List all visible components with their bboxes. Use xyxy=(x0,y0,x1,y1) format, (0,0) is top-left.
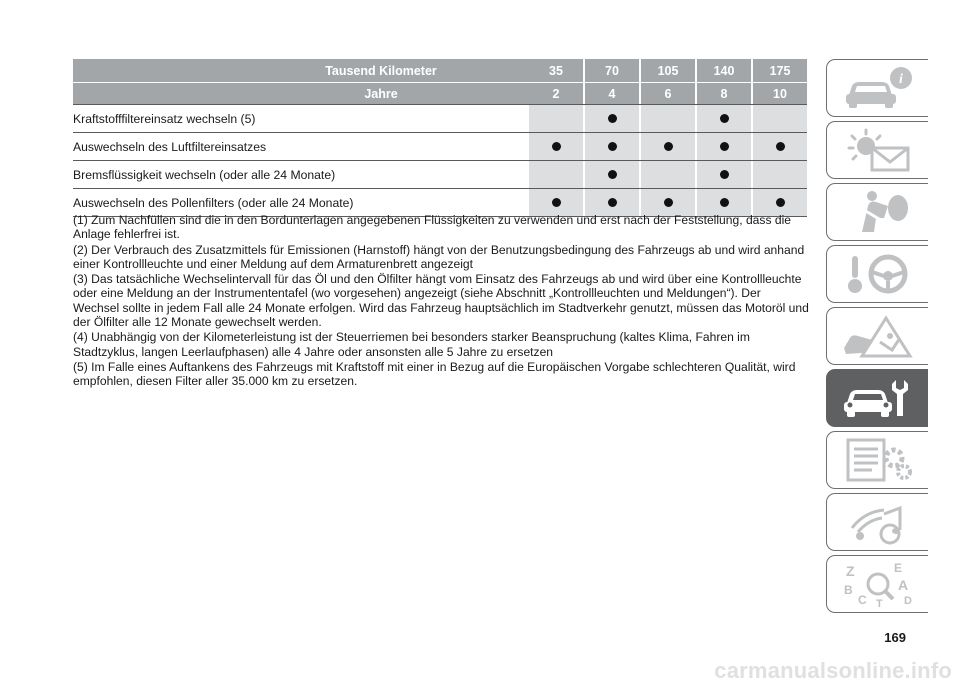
index-letter: E xyxy=(893,561,902,575)
tab-technical-data[interactable] xyxy=(826,431,928,489)
interval-cell xyxy=(583,133,639,160)
bullet-mark-icon xyxy=(608,198,617,207)
bullet-mark-icon xyxy=(664,142,673,151)
page-number: 169 xyxy=(884,630,906,645)
interval-cell xyxy=(527,161,583,188)
interval-cell xyxy=(639,161,695,188)
header-row-years xyxy=(73,83,807,104)
bullet-mark-icon xyxy=(720,198,729,207)
header-years-label: Jahre xyxy=(364,86,398,101)
bullet-mark-icon xyxy=(552,198,561,207)
km-col: 35 xyxy=(549,63,563,78)
km-col: 105 xyxy=(639,59,695,82)
safety-airbag-icon xyxy=(838,188,918,236)
index-letter: T xyxy=(875,598,883,608)
tab-warning-lights[interactable] xyxy=(826,121,928,179)
interval-cell xyxy=(527,189,583,216)
tab-emergency[interactable] xyxy=(826,307,928,365)
bullet-mark-icon xyxy=(608,170,617,179)
row-label: Auswechseln des Luftfiltereinsatzes xyxy=(73,139,267,154)
bullet-mark-icon xyxy=(720,170,729,179)
maintenance-car-wrench-icon xyxy=(838,374,918,422)
interval-cell xyxy=(639,189,695,216)
bullet-mark-icon xyxy=(776,198,785,207)
warning-lights-messages-icon xyxy=(838,126,918,174)
watermark-footer: carmanualsonline.info xyxy=(714,658,952,683)
interval-cell xyxy=(583,161,639,188)
bullet-mark-icon xyxy=(664,198,673,207)
interval-cell xyxy=(527,133,583,160)
year-col: 6 xyxy=(639,83,695,104)
bullet-mark-icon xyxy=(720,142,729,151)
tab-safety[interactable] xyxy=(826,183,928,241)
index-letter: B xyxy=(843,583,853,597)
row-label: Bremsflüssigkeit wechseln (oder alle 24 Monate) xyxy=(73,167,336,182)
tab-car-info[interactable] xyxy=(826,59,928,117)
bullet-mark-icon xyxy=(776,142,785,151)
technical-data-icon xyxy=(838,436,918,484)
interval-cell xyxy=(695,161,751,188)
footnote: (1) Zum Nachfüllen sind die in den Bordunterlagen angegebenen Flüssigkeiten zu verwenden und erst nach der Feststellung, dass die Anlage fehlerfrei ist. xyxy=(73,213,792,242)
footnote: (2) Der Verbrauch des Zusatzmittels für Emissionen (Harnstoff) hängt von der Benutzungsbedingung des Fahrzeugs ab und wird anhand einer Kontrollleuchte und einer Meldung auf dem Armaturenbrett angezeigt xyxy=(73,242,805,271)
footnotes xyxy=(73,213,809,390)
footnote: (4) Unabhängig von der Kilometerleistung ist der Steuerriemen bei besonders starker Beanspruchung (kaltes Klima, Fahren im Stadtzyklus, langen Leerlaufphasen) alle 4 Jahre oder ansonsten alle 5 Jahre zu ersetzen xyxy=(73,330,750,359)
tab-index[interactable] xyxy=(826,555,928,613)
year-col: 2 xyxy=(552,86,560,101)
bullet-mark-icon xyxy=(552,142,561,151)
car-info-icon xyxy=(838,64,918,112)
interval-cell xyxy=(695,189,751,216)
multimedia-icon xyxy=(838,498,918,546)
emergency-icon xyxy=(838,312,918,360)
interval-cell xyxy=(695,133,751,160)
interval-cell xyxy=(639,133,695,160)
svg-text:i: i xyxy=(898,72,903,87)
km-col: 175 xyxy=(751,59,807,82)
index-letter: A xyxy=(897,577,908,593)
interval-cell xyxy=(751,189,807,216)
year-col: 10 xyxy=(751,83,807,104)
interval-cell xyxy=(695,105,751,132)
header-row-km xyxy=(73,59,807,83)
maintenance-table xyxy=(73,59,807,217)
interval-cell xyxy=(527,105,583,132)
footnote: (5) Im Falle eines Auftankens des Fahrzeugs mit Kraftstoff mit einer in Bezug auf die Europäischen Vorgabe schlechteren Qualität, wird empfohlen, diesen Filter aller 35.000 km zu ersetzen. xyxy=(73,359,796,389)
tab-maintenance[interactable] xyxy=(826,369,928,427)
interval-cell xyxy=(751,133,807,160)
tab-starting-driving[interactable] xyxy=(826,245,928,303)
footnote: (3) Das tatsächliche Wechselintervall für das Öl und den Ölfilter hängt vom Einsatz des Fahrzeugs ab und wird über eine Kontrollleuchte oder eine Meldung an der Instrumententafel (wo vorgesehen) angezeigt (siehe Abschnitt „Kontrollleuchten und Meldungen“). Der Wechsel sollte in jedem Fall alle 24 Monate erfolgen. Wird das Fahrzeug hauptsächlich im Stadtverkehr genutzt, müssen das Motoröl und der Ölfilter alle 12 Monate gewechselt werden. xyxy=(73,272,809,330)
table-row xyxy=(73,160,807,188)
starting-driving-icon xyxy=(838,250,918,298)
row-label: Auswechseln des Pollenfilters (oder alle 24 Monate) xyxy=(73,195,354,210)
interval-cell xyxy=(639,105,695,132)
index-letter: Z xyxy=(845,563,855,579)
header-km-label: Tausend Kilometer xyxy=(325,63,437,78)
table-row xyxy=(73,132,807,160)
year-col: 8 xyxy=(695,83,751,104)
tab-multimedia[interactable] xyxy=(826,493,928,551)
row-label: Kraftstofffiltereinsatz wechseln (5) xyxy=(73,111,256,126)
interval-cell xyxy=(751,161,807,188)
km-col: 140 xyxy=(695,59,751,82)
km-col: 70 xyxy=(583,59,639,82)
bullet-mark-icon xyxy=(608,142,617,151)
table-row xyxy=(73,104,807,132)
year-col: 4 xyxy=(583,83,639,104)
bullet-mark-icon xyxy=(608,114,617,123)
table-body xyxy=(73,104,807,217)
bullet-mark-icon xyxy=(720,114,729,123)
chapter-tabs xyxy=(826,59,928,617)
index-icon xyxy=(838,560,918,608)
index-letter: D xyxy=(903,595,912,607)
index-letter: C xyxy=(857,593,867,607)
interval-cell xyxy=(583,105,639,132)
interval-cell xyxy=(583,189,639,216)
interval-cell xyxy=(751,105,807,132)
